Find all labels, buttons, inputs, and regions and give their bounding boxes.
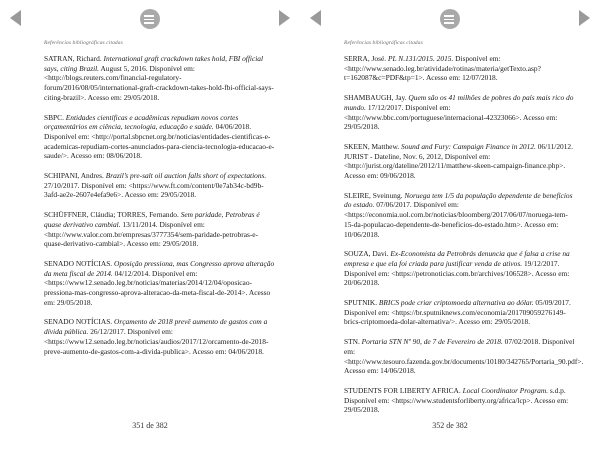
- page-number: 351 de 382: [132, 421, 168, 430]
- reference-title: Oposição pressiona, mas Congresso aprova alteração da meta fiscal de 2014.: [44, 258, 275, 278]
- reference-details: 07/06/2017. Disponível em: <https://economia.uol.com.br/noticias/bloomberg/2017/06/07/noruega-tem-15-da-populacao-dependente-de-beneficios-do-estado.htm>. Acesso em: 10/06/2018.: [344, 200, 568, 239]
- right-page: [300, 0, 600, 450]
- running-head: Referências bibliográficas citadas: [44, 40, 123, 46]
- reference-entry: [344, 386, 577, 415]
- page-number: 352 de 382: [432, 421, 468, 430]
- reference-author: SENADO NOTÍCIAS.: [44, 258, 115, 268]
- reference-entry: [344, 337, 584, 376]
- reference-details: 06/11/2012. JURIST - Dateline, Nov. 6, 2012, Disponível em: <http://jurist.org/dateline/2012/11/matthew-skeen-campaign-finance.php>. Acesso em: 09/06/2018.: [344, 141, 573, 181]
- reference-title: Portaria STN Nº 90, de 7 de Fevereiro de 2018.: [361, 337, 503, 347]
- reference-author: SATRAN, Richard.: [44, 54, 104, 63]
- left-next-page-icon[interactable]: [279, 10, 290, 26]
- reference-author: SHAMBAUGH, Jay.: [344, 93, 409, 103]
- reference-details: 26/12/2017. Disponível em: <https://www12.senado.leg.br/noticias/audios/2017/12/orcamento-de-2018-preve-aumento-de-gastos-com-a-divida-publica>. Acesso em: 04/06/2018.: [44, 327, 269, 356]
- right-menu-icon[interactable]: [440, 9, 460, 29]
- reference-entry: [44, 259, 277, 308]
- reference-title: Local Coordinator Program.: [462, 385, 549, 395]
- reference-author: SBPC.: [44, 112, 66, 122]
- reference-author: SCHIPANI, Andres.: [44, 171, 106, 181]
- reference-author: STUDENTS FOR LIBERTY AFRICA.: [344, 385, 463, 395]
- reference-details: 04/06/2018. Disponível em: <http://portal.sbpcnet.org.br/noticias/entidades-cientificas-e-academicas-repudiam-cortes-anunciados-para-ciencia-tecnologia-educacao-e-saude/>. Acesso em: 08/06/2018.: [44, 122, 275, 161]
- next-page-icon[interactable]: [579, 10, 590, 26]
- reference-title: Brazil’s pre-salt oil auction falls short of expectations.: [105, 171, 267, 181]
- reference-title: Orçamento de 2018 prevê aumento de gastos com a dívida pública.: [44, 317, 268, 337]
- reference-details: 13/11/2014. Disponível em: <http://www.valor.com.br/empresas/3777354/sem-paridade-petrobras-e-quase-derivativo-cambial>. Acesso em: 29/05/2018.: [44, 219, 259, 249]
- reference-details: 04/12/2014. Disponível em: <https://www12.senado.leg.br/noticias/materias/2014/12/04/oposicao-pressiona-mas-congresso-aprova-alteracao-da-meta-fiscal-de-2014>. Acesso em: 29/05/2018.: [44, 268, 271, 307]
- reference-author: SERRA, José.: [344, 54, 388, 63]
- reference-title: International graft crackdown takes hold, FBI official says, citing Brazil.: [44, 54, 264, 73]
- previous-page-icon[interactable]: [10, 10, 21, 26]
- reference-author: SPUTNIK.: [344, 298, 379, 308]
- reference-entry: [344, 54, 577, 83]
- reference-author: SCHÜFFNER, Cláudia; TORRES, Fernando.: [44, 210, 181, 220]
- right-previous-page-icon[interactable]: [310, 10, 321, 26]
- reference-title: Quem são os 41 milhões de pobres do país mais rico do mundo.: [344, 93, 574, 112]
- reference-author: STN.: [344, 337, 362, 347]
- reference-title: Entidades científicas e acadêmicas repudiam novos cortes orçamentários em ciência, tecnologia, educação e saúde.: [44, 112, 239, 132]
- left-toolbar: [0, 0, 300, 34]
- running-head: Referências bibliográficas citadas: [344, 40, 423, 46]
- reference-title: Sound and Fury: Campaign Finance in 2012.: [401, 141, 536, 151]
- reference-author: SKEEN, Matthew.: [344, 141, 401, 151]
- reference-title: Noruega tem 1/5 da população dependente de benefícios do estado.: [344, 190, 573, 210]
- reference-details: 17/12/2017. Disponível em: <http://www.bbc.com/portuguese/internacional-42323066>. Acesso em: 29/05/2018.: [344, 102, 558, 132]
- reference-entry: [344, 298, 577, 327]
- reference-title: Ex-Economista da Petrobrás denuncia que é falsa a crise na empresa e que ela foi criada para justificar venda de ativos.: [344, 249, 570, 268]
- reference-details: 27/10/2017. Disponível em: <https://www.ft.com/content/0e7ab34c-bd9b-3afd-ae2e-2607e4efa9e6>. Acesso em: 29/05/2018.: [44, 180, 264, 200]
- reference-details: 19/12/2017. Disponível em: <https://petronoticias.com.br/archives/106528>. Acesso em: 20/06/2018.: [344, 258, 570, 288]
- reference-details: 05/09/2017. Disponível em: <https://br.sputniknews.com/economia/201709059276149-brics-criptomoeda-dolar-alternativa/>. Acesso em: 29/05/2018.: [344, 298, 571, 327]
- right-toolbar: [300, 0, 600, 34]
- reference-author: SENADO NOTÍCIAS.: [44, 317, 115, 327]
- reference-entry: [344, 249, 577, 288]
- reference-entry: [44, 54, 277, 103]
- reference-list: [344, 54, 584, 425]
- reference-entry: [44, 210, 277, 249]
- left-menu-icon[interactable]: [140, 9, 160, 29]
- reference-entry: [44, 171, 277, 200]
- reference-author: SOUZA, Davi.: [344, 249, 391, 259]
- reference-title: PL N.131/2015. 2015.: [387, 54, 454, 63]
- reference-entry: [44, 113, 277, 162]
- reference-details: 07/02/2018. Disponível em: <http://www.tesouro.fazenda.gov.br/documents/10180/342765/Portaria_90.pdf>. Acesso em: 14/06/2018.: [344, 337, 584, 376]
- reference-title: BRICS pode criar criptomoeda alternativa ao dólar.: [378, 298, 534, 308]
- reference-entry: [44, 317, 277, 356]
- reference-details: s.d.p. Disponível em: <https://www.studentsforliberty.org/africa/lcp>. Acesso em: 29/05/2018.: [344, 385, 569, 415]
- reference-author: SLEIRE, Sveinung.: [344, 190, 405, 200]
- reference-entry: [344, 93, 577, 132]
- reference-title: Sem paridade, Petrobras é quase derivativo cambial.: [44, 210, 260, 229]
- reference-details: Disponível em: <http://www.senado.leg.br/atividade/rotinas/materia/getTexto.asp?t=162087&c=PDF&tp=1>. Acesso em: 12/07/2018.: [344, 54, 541, 83]
- reference-entry: [344, 191, 577, 240]
- reference-list: [44, 54, 277, 366]
- reference-details: August 5, 2016. Disponível em: <http://blogs.reuters.com/financial-regulatory-forum/2016/08/05/international-graft-crackdown-takes-hold-fbi-official-says-citing-brazil>. Acesso em: 29/05/2018.: [44, 63, 274, 102]
- reference-entry: [344, 142, 577, 181]
